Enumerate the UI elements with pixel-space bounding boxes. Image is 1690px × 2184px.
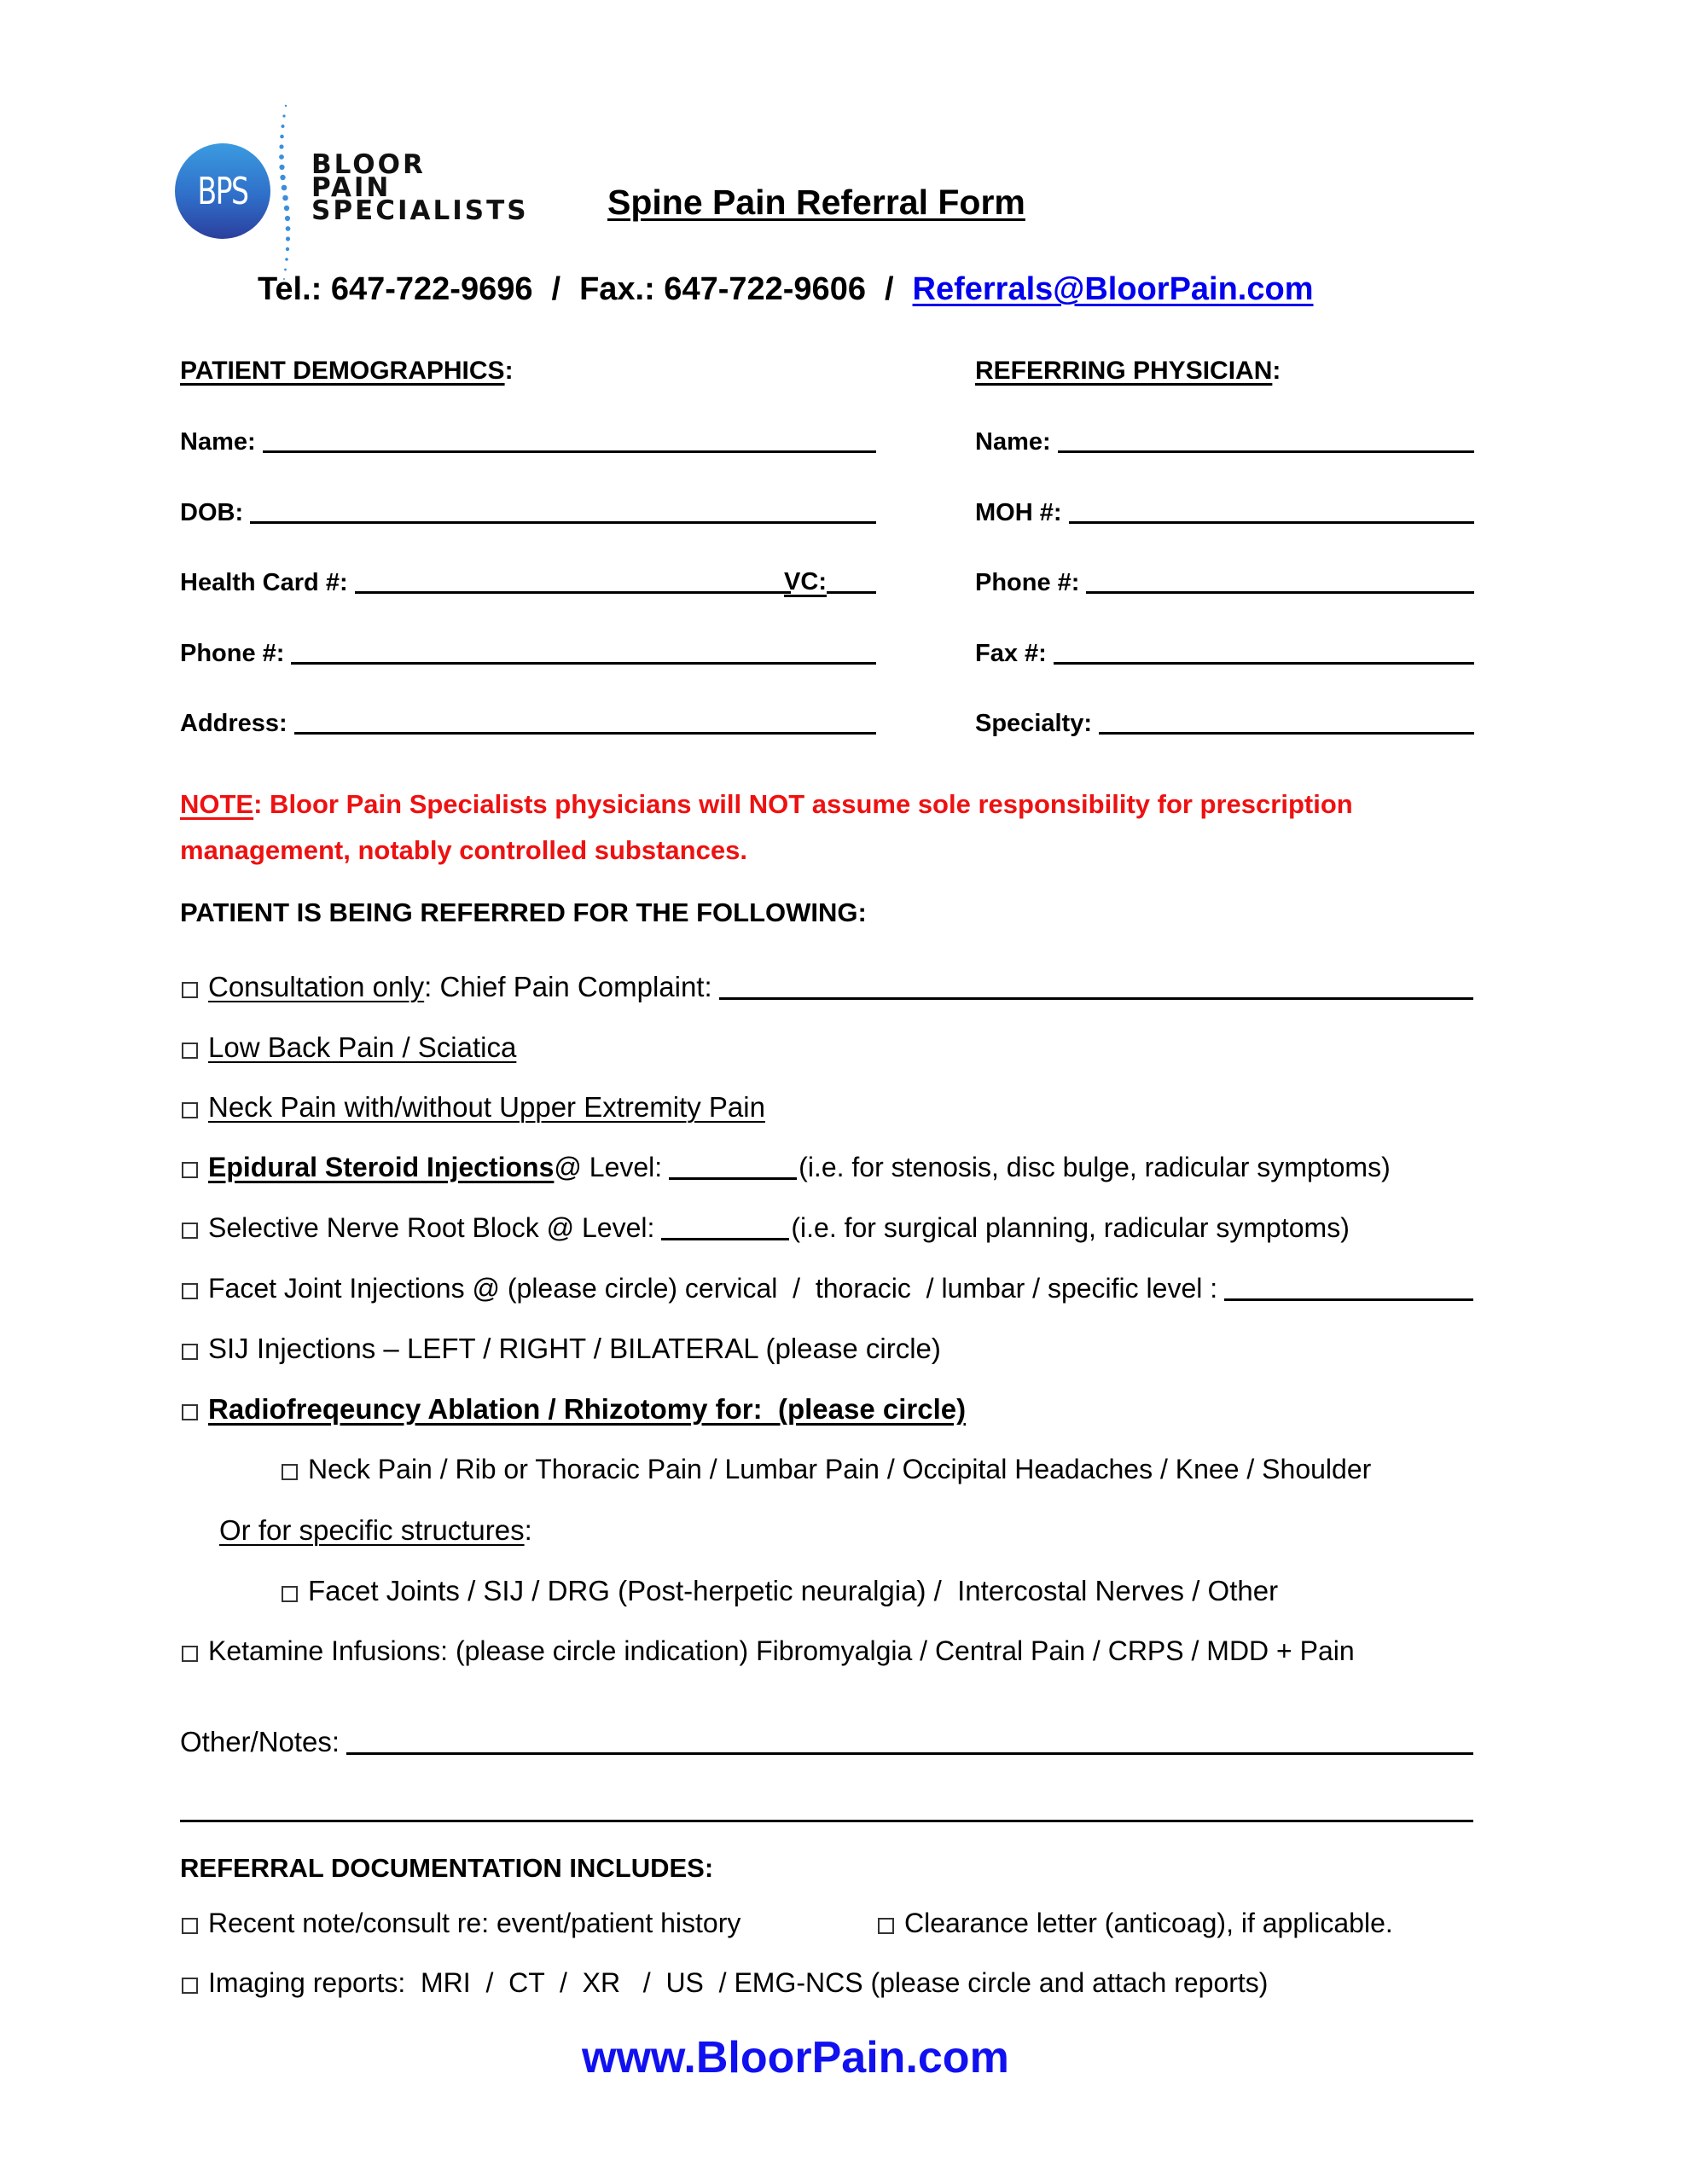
field-label: Phone #:	[975, 569, 1080, 596]
fax: Fax.: 647-722-9606	[579, 271, 866, 307]
notes-line-2[interactable]	[180, 1820, 1473, 1822]
checkbox[interactable]	[182, 1223, 198, 1239]
page-title: Spine Pain Referral Form	[607, 183, 1025, 222]
note-line-1: : Bloor Pain Specialists physicians will NOT assume sole responsibility for prescription	[253, 789, 1353, 819]
blank-line[interactable]	[1069, 520, 1475, 524]
option-label: SIJ Injections – LEFT / RIGHT / BILATERAL (please circle)	[208, 1333, 941, 1364]
option-low-back-pain[interactable]	[182, 1031, 516, 1064]
vc-line[interactable]	[827, 590, 876, 594]
option-label: Consultation only	[208, 971, 425, 1002]
option-facet-joint-injections[interactable]	[182, 1273, 1473, 1304]
documentation-heading: REFERRAL DOCUMENTATION INCLUDES:	[180, 1853, 714, 1883]
physician-phone-field[interactable]	[975, 569, 1474, 597]
checkbox[interactable]	[182, 1162, 198, 1178]
separator: /	[551, 271, 561, 307]
physician-specialty-field[interactable]	[975, 710, 1474, 738]
email-link[interactable]: Referrals@BloorPain.com	[912, 271, 1314, 307]
option-radiofrequency-ablation[interactable]	[182, 1393, 966, 1426]
health-card-line[interactable]	[355, 590, 791, 594]
checkbox[interactable]	[878, 1918, 894, 1934]
option-consultation[interactable]	[182, 971, 1473, 1003]
option-specific-structures[interactable]	[282, 1575, 1278, 1607]
option-label: Selective Nerve Root Block @ Level:	[208, 1212, 655, 1243]
field-label: Phone #:	[180, 640, 285, 667]
option-rfa-regions[interactable]	[282, 1454, 1371, 1485]
option-label: Epidural Steroid Injections	[208, 1152, 555, 1182]
field-label: DOB:	[180, 499, 244, 526]
patient-phone-field[interactable]	[180, 640, 876, 668]
field-label: Address:	[180, 710, 287, 737]
blank-line[interactable]	[1086, 590, 1474, 594]
patient-address-field[interactable]	[180, 710, 876, 738]
option-label: Clearance letter (anticoag), if applicable.	[904, 1908, 1393, 1938]
blank-line[interactable]	[1099, 731, 1474, 735]
referring-physician-heading	[975, 357, 1281, 386]
logo-brand-text	[311, 149, 529, 226]
logo-brand-line: BLOOR	[311, 149, 426, 180]
field-label: Name:	[180, 428, 256, 456]
field-label: Specialty:	[975, 710, 1092, 737]
checkbox[interactable]	[182, 1043, 198, 1059]
option-selective-nerve-root-block[interactable]	[182, 1212, 1350, 1244]
field-label: Name:	[975, 428, 1051, 456]
option-label: Ketamine Infusions: (please circle indication) Fibromyalgia / Central Pain / CRPS / MDD + Pain	[208, 1635, 1355, 1666]
option-suffix: : Chief Pain Complaint:	[424, 971, 712, 1002]
physician-fax-field[interactable]	[975, 640, 1474, 668]
logo	[175, 102, 533, 282]
blank-line[interactable]	[263, 450, 876, 453]
blank-line[interactable]	[1058, 450, 1474, 453]
telephone: Tel.: 647-722-9696	[258, 271, 533, 307]
option-label: Neck Pain with/without Upper Extremity Pain	[208, 1091, 765, 1123]
patient-heading-text: PATIENT DEMOGRAPHICS	[180, 357, 505, 385]
checkbox[interactable]	[182, 982, 198, 998]
checkbox[interactable]	[182, 1102, 198, 1118]
logo-brand-line: SPECIALISTS	[311, 195, 529, 226]
blank-line[interactable]	[1054, 661, 1474, 665]
patient-health-card-field[interactable]	[180, 569, 876, 597]
option-neck-pain[interactable]	[182, 1091, 765, 1124]
option-label: Recent note/consult re: event/patient history	[208, 1908, 741, 1938]
note-warning	[180, 781, 1353, 874]
subheading-text: Or for specific structures	[219, 1514, 525, 1546]
website-link[interactable]: www.BloorPain.com	[582, 2033, 1009, 2082]
contact-row	[258, 271, 1314, 308]
specific-level-line[interactable]	[1224, 1298, 1473, 1301]
heading-colon: :	[504, 357, 514, 385]
checkbox[interactable]	[182, 1283, 198, 1299]
blank-line[interactable]	[291, 661, 876, 665]
note-label: NOTE	[180, 789, 254, 819]
option-label: Facet Joint Injections @ (please circle) cervical / thoracic / lumbar / specific level :	[208, 1273, 1218, 1304]
checkbox[interactable]	[182, 1404, 198, 1420]
option-level-label: @ Level:	[554, 1152, 663, 1182]
or-specific-structures-label	[219, 1514, 532, 1547]
logo-monogram: BPS	[197, 169, 248, 213]
physician-name-field[interactable]	[975, 428, 1474, 456]
option-note: (i.e. for stenosis, disc bulge, radicular symptoms)	[799, 1152, 1391, 1182]
doc-imaging-reports[interactable]	[182, 1967, 1268, 1999]
doc-clearance-letter[interactable]	[878, 1908, 1393, 1939]
blank-line[interactable]	[294, 731, 876, 735]
option-sij-injections[interactable]	[182, 1333, 941, 1365]
level-line[interactable]	[669, 1176, 797, 1180]
option-label: Neck Pain / Rib or Thoracic Pain / Lumbar Pain / Occipital Headaches / Knee / Shoulder	[308, 1454, 1372, 1484]
option-label: Facet Joints / SIJ / DRG (Post-herpetic neuralgia) / Intercostal Nerves / Other	[308, 1575, 1279, 1606]
option-note: (i.e. for surgical planning, radicular symptoms)	[791, 1212, 1350, 1243]
note-line-2: management, notably controlled substances.	[180, 835, 747, 865]
blank-line[interactable]	[250, 520, 876, 524]
checkbox[interactable]	[182, 1978, 198, 1994]
doc-recent-note[interactable]	[182, 1908, 740, 1939]
physician-moh-field[interactable]	[975, 499, 1474, 527]
notes-line-1[interactable]	[346, 1751, 1473, 1755]
checkbox[interactable]	[182, 1918, 198, 1934]
heading-colon: :	[1272, 357, 1281, 385]
option-label: Low Back Pain / Sciatica	[208, 1031, 517, 1063]
other-notes-field[interactable]	[180, 1726, 1473, 1758]
patient-demographics-heading	[180, 357, 514, 386]
checkbox[interactable]	[182, 1344, 198, 1360]
patient-name-field[interactable]	[180, 428, 876, 456]
checkbox[interactable]	[282, 1464, 298, 1480]
chief-complaint-line[interactable]	[719, 996, 1473, 1000]
option-ketamine-infusions[interactable]	[182, 1635, 1355, 1667]
logo-dots-arc	[269, 102, 303, 282]
subheading-colon: :	[524, 1514, 532, 1546]
option-label: Imaging reports: MRI / CT / XR / US / EMG-NCS (please circle and attach reports)	[208, 1967, 1269, 1998]
physician-heading-text: REFERRING PHYSICIAN	[975, 357, 1273, 385]
separator: /	[884, 271, 894, 307]
field-label: Fax #:	[975, 640, 1047, 667]
logo-brand-line: PAIN	[311, 172, 392, 203]
option-label: Radiofreqeuncy Ablation / Rhizotomy for: (please circle)	[208, 1393, 967, 1425]
checkbox[interactable]	[182, 1646, 198, 1662]
option-epidural[interactable]	[182, 1152, 1391, 1183]
checkbox[interactable]	[282, 1586, 298, 1602]
referral-heading: PATIENT IS BEING REFERRED FOR THE FOLLOWING:	[180, 897, 867, 927]
field-label: MOH #:	[975, 499, 1062, 526]
field-label: Health Card #:	[180, 569, 348, 596]
level-line[interactable]	[661, 1237, 789, 1240]
field-label: Other/Notes:	[180, 1726, 340, 1757]
vc-label: VC:	[784, 568, 827, 595]
patient-dob-field[interactable]	[180, 499, 876, 527]
